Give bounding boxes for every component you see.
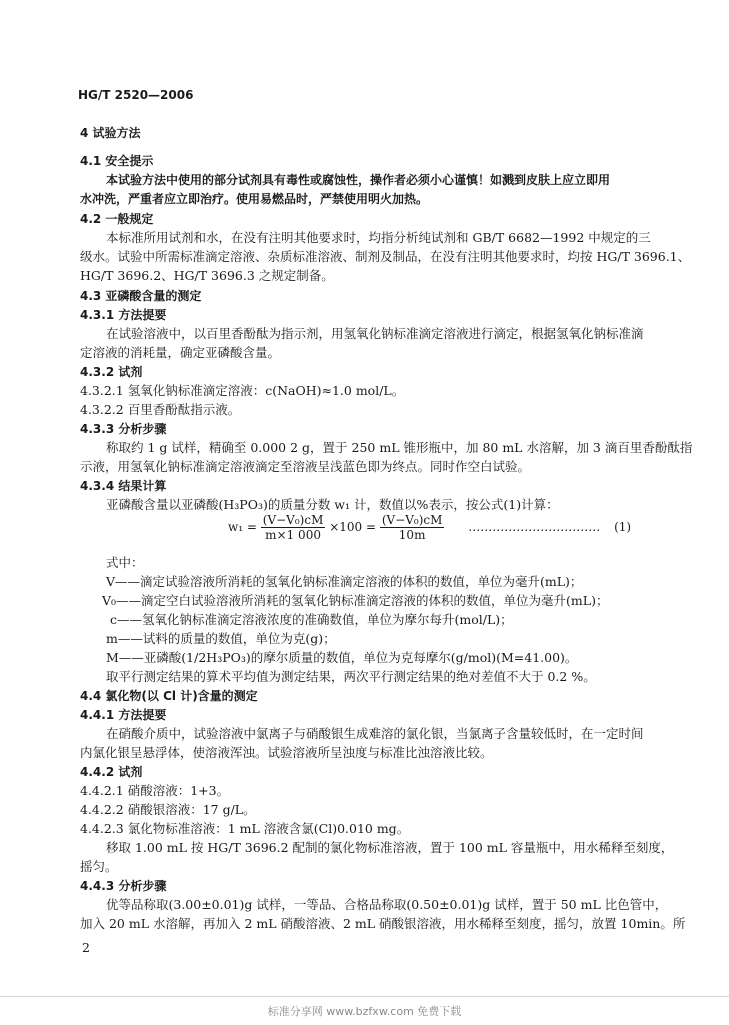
section-heading-4-3-2: 4.3.2 试剂 <box>80 365 143 379</box>
body-line: 摇匀。 <box>80 859 118 874</box>
formula-fraction-1 <box>261 513 326 542</box>
body-line: 称取约 1 g 试样，精确至 0.000 2 g，置于 250 mL 锥形瓶中，加 80 mL 水溶解，加 3 滴百里香酚酞指 <box>106 440 693 455</box>
body-line: 亚磷酸含量以亚磷酸(H₃PO₃)的质量分数 w₁ 计，数值以%表示，按公式(1)计算： <box>106 497 559 512</box>
section-heading-4-1: 4.1 安全提示 <box>80 154 154 168</box>
body-line: 加入 20 mL 水溶解，再加入 2 mL 硝酸溶液、2 mL 硝酸银溶液，用水稀释至刻度，摇匀，放置 10min。所 <box>80 916 686 931</box>
body-line: 本标准所用试剂和水，在没有注明其他要求时，均指分析纯试剂和 GB/T 6682—1992 中规定的三 <box>106 230 651 245</box>
footer-text: 标准分享网 www.bzfxw.com 免费下载 <box>267 1005 462 1018</box>
watermark-footer <box>0 996 729 1025</box>
section-heading-4-3-1: 4.3.1 方法提要 <box>80 308 167 322</box>
where-label: 式中： <box>106 555 144 570</box>
section-heading-4-3: 4.3 亚磷酸含量的测定 <box>80 289 202 303</box>
formula-lhs: w₁ = <box>228 520 257 534</box>
body-line: 优等品称取(3.00±0.01)g 试样，一等品、合格品称取(0.50±0.01)g 试样，置于 50 mL 比色管中， <box>106 897 668 912</box>
formula-1 <box>228 513 631 542</box>
formula-leader-dots: …………………………… <box>468 520 601 534</box>
body-line: 本试验方法中使用的部分试剂具有毒性或腐蚀性，操作者必须小心谨慎！如溅到皮肤上应立即用 <box>106 173 611 187</box>
body-line: 级水。试验中所需标准滴定溶液、杂质标准溶液、制剂及制品，在没有注明其他要求时，均按 HG/T 3696.1、 <box>80 249 691 264</box>
formula-number: (1) <box>614 520 632 534</box>
page-number: 2 <box>82 940 90 955</box>
body-line: 4.4.2.1 硝酸溶液：1+3。 <box>80 783 230 798</box>
body-line: 内氯化银呈悬浮体，使溶液浑浊。试验溶液所呈浊度与标准比浊溶液比较。 <box>80 745 493 760</box>
body-line: 4.3.2.2 百里香酚酞指示液。 <box>80 402 241 417</box>
body-line: 取平行测定结果的算术平均值为测定结果，两次平行测定结果的绝对差值不大于 0.2 %。 <box>106 669 596 684</box>
formula-frac1-denominator: m×1 000 <box>265 528 321 542</box>
body-line: 移取 1.00 mL 按 HG/T 3696.2 配制的氯化物标准溶液，置于 100 mL 容量瓶中，用水稀释至刻度， <box>106 840 674 855</box>
formula-frac2-denominator: 10m <box>398 528 426 542</box>
variable-definition: c——氢氧化钠标准滴定溶液浓度的准确数值，单位为摩尔每升(mol/L)； <box>110 612 513 627</box>
body-line: HG/T 3696.2、HG/T 3696.3 之规定制备。 <box>80 268 334 283</box>
section-heading-4-3-4: 4.3.4 结果计算 <box>80 479 167 493</box>
body-line: 在试验溶液中，以百里香酚酞为指示剂，用氢氧化钠标准滴定溶液进行滴定，根据氢氧化钠标准滴 <box>106 326 644 341</box>
body-line: 4.4.2.3 氯化物标准溶液：1 mL 溶液含氯(Cl)0.010 mg。 <box>80 821 410 836</box>
section-heading-4-3-3: 4.3.3 分析步骤 <box>80 422 167 436</box>
formula-fraction-2 <box>380 513 445 542</box>
section-heading-4-4-1: 4.4.1 方法提要 <box>80 708 167 722</box>
section-heading-4-4-2: 4.4.2 试剂 <box>80 765 143 779</box>
variable-definition: V₀——滴定空白试验溶液所消耗的氢氧化钠标准滴定溶液的体积的数值，单位为毫升(mL)； <box>102 593 609 608</box>
section-heading-4-4-3: 4.4.3 分析步骤 <box>80 879 167 893</box>
section-heading-4-2: 4.2 一般规定 <box>80 212 154 226</box>
body-line: 4.4.2.2 硝酸银溶液：17 g/L。 <box>80 802 256 817</box>
variable-definition: m——试料的质量的数值，单位为克(g)； <box>106 631 336 646</box>
body-line: 4.3.2.1 氢氧化钠标准滴定溶液：c(NaOH)≈1.0 mol/L。 <box>80 383 405 398</box>
body-line: 示液，用氢氧化钠标准滴定溶液滴定至溶液呈浅蓝色即为终点。同时作空白试验。 <box>80 459 531 474</box>
variable-definition: V——滴定试验溶液所消耗的氢氧化钠标准滴定溶液的体积的数值，单位为毫升(mL)； <box>106 574 583 589</box>
body-line: 在硝酸介质中，试验溶液中氯离子与硝酸银生成难溶的氯化银，当氯离子含量较低时，在一定时间 <box>106 726 644 741</box>
formula-frac1-numerator: (V−V₀)cM <box>262 513 324 527</box>
formula-mult: ×100 = <box>329 520 377 534</box>
section-heading-4: 4 试验方法 <box>80 126 141 140</box>
standard-number: HG/T 2520—2006 <box>78 88 194 102</box>
body-line: 水冲洗，严重者应立即治疗。使用易燃品时，严禁使用明火加热。 <box>80 192 429 206</box>
body-line: 定溶液的消耗量，确定亚磷酸含量。 <box>80 345 281 360</box>
formula-frac2-numerator: (V−V₀)cM <box>381 513 443 527</box>
section-heading-4-4: 4.4 氯化物(以 Cl 计)含量的测定 <box>80 689 258 703</box>
variable-definition: M——亚磷酸(1/2H₃PO₃)的摩尔质量的数值，单位为克每摩尔(g/mol)(M=41.00)。 <box>106 650 578 665</box>
